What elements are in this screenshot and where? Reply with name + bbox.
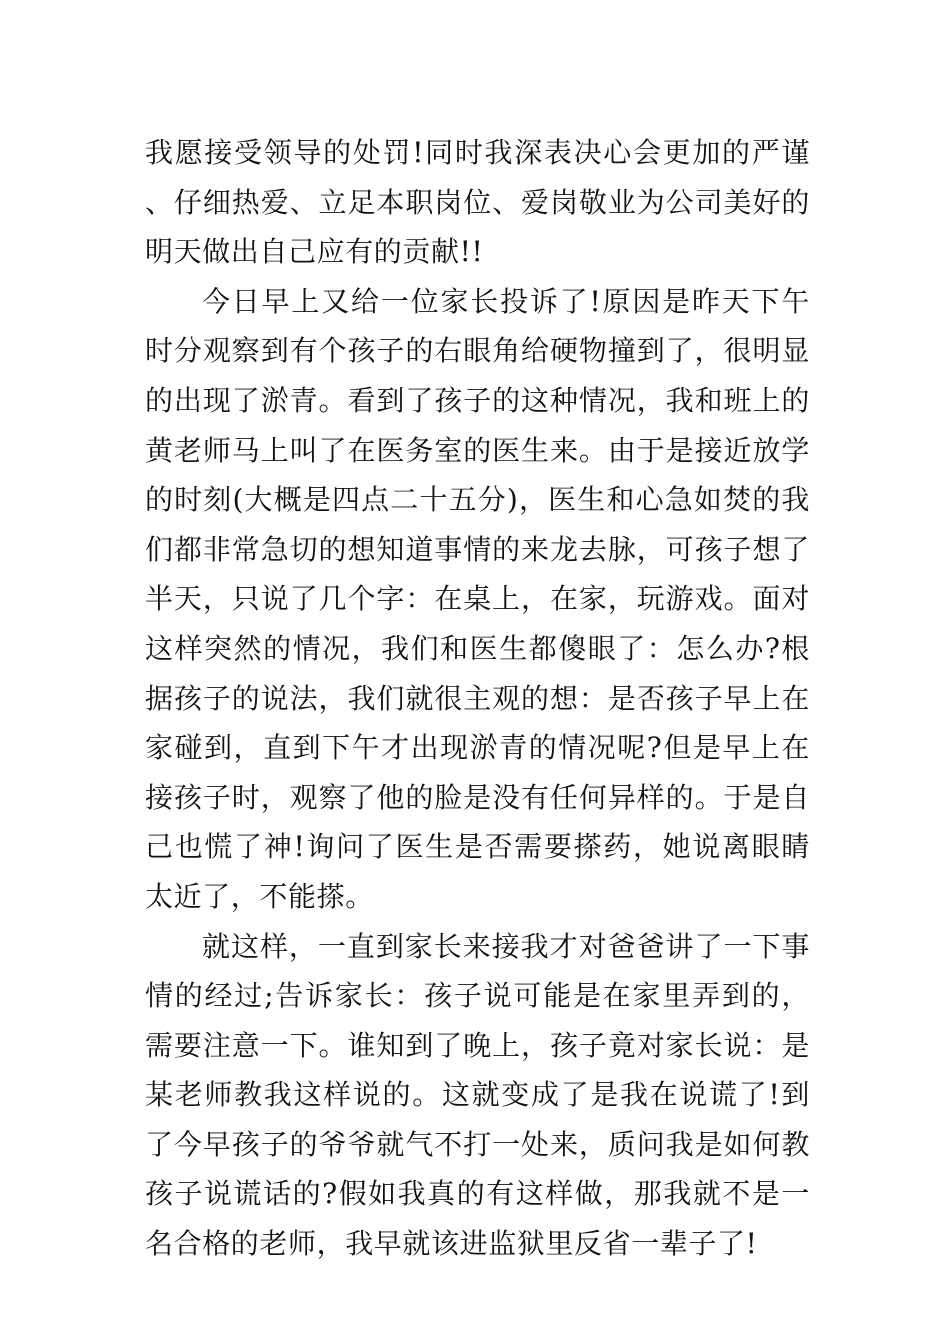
paragraph-2: 今日早上又给一位家长投诉了!原因是昨天下午时分观察到有个孩子的右眼角给硬物撞到了，很明显的出现了淤青。看到了孩子的这种情况，我和班上的黄老师马上叫了在医务室的医生来。由于是接近放学的时刻(大概是四点二十五分)，医生和心急如焚的我们都非常急切的想知道事情的来龙去脉，可孩子想了半天，只说了几个字：在桌上，在家，玩游戏。面对这样突然的情况，我们和医生都傻眼了：怎么办?根据孩子的说法，我们就很主观的想：是否孩子早上在家碰到，直到下午才出现淤青的情况呢?但是早上在接孩子时，观察了他的脸是没有任何异样的。于是自己也慌了神!询问了医生是否需要搽药，她说离眼睛太近了，不能搽。 <box>145 284 810 913</box>
paragraph-1: 我愿接受领导的处罚!同时我深表决心会更加的严谨、仔细热爱、立足本职岗位、爱岗敬业为公司美好的明天做出自己应有的贡献!! <box>145 136 810 269</box>
document-body <box>145 128 810 1269</box>
paragraph-3: 就这样，一直到家长来接我才对爸爸讲了一下事情的经过;告诉家长：孩子说可能是在家里弄到的，需要注意一下。谁知到了晚上，孩子竟对家长说：是某老师教我这样说的。这就变成了是我在说谎了!到了今早孩子的爷爷就气不打一处来，质问我是如何教孩子说谎话的?假如我真的有这样做，那我就不是一名合格的老师，我早就该进监狱里反省一辈子了! <box>145 929 810 1261</box>
